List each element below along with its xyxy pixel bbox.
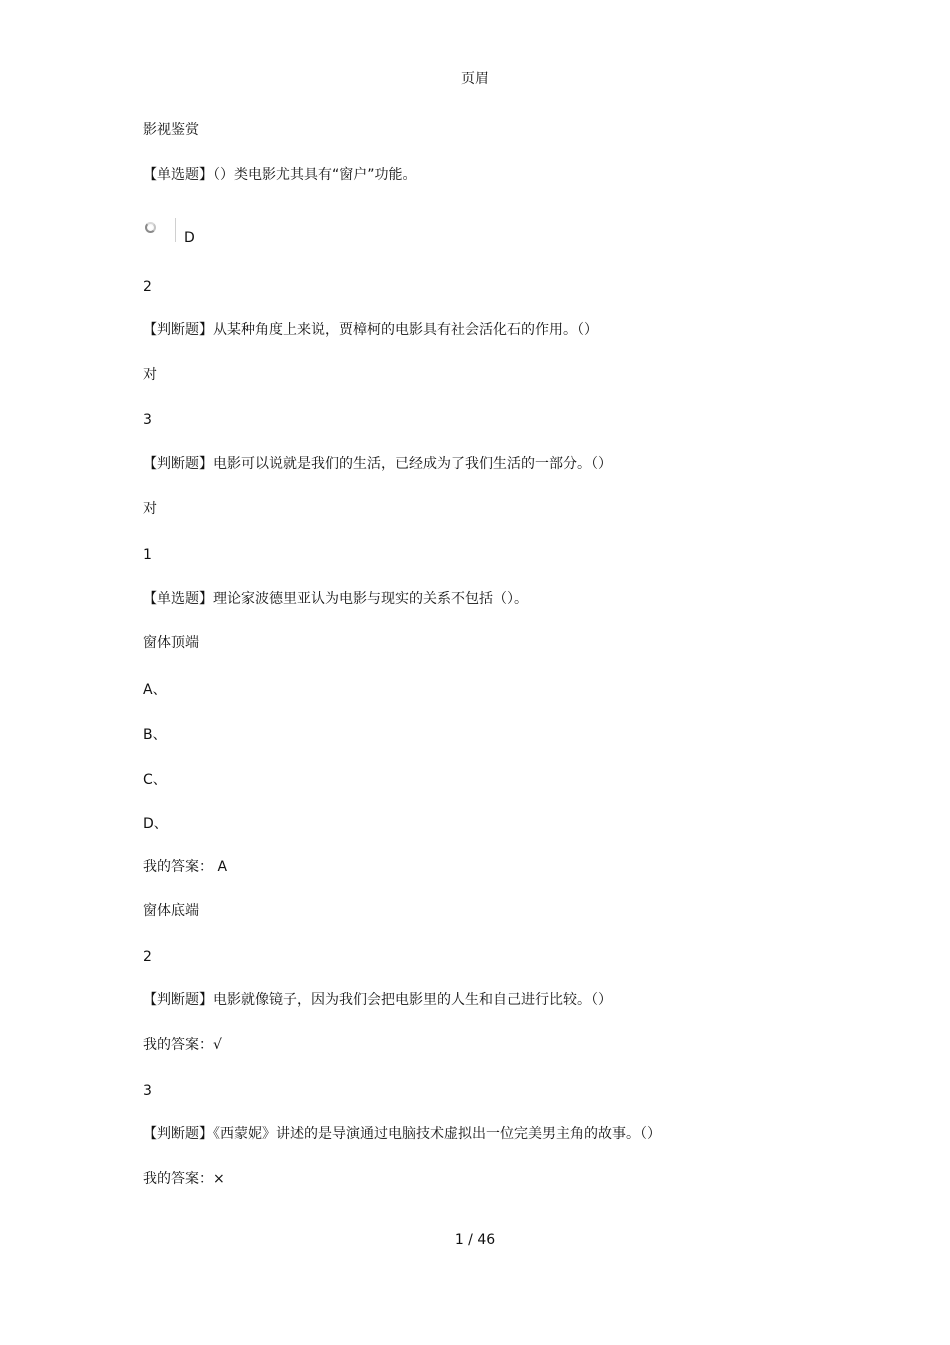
document-title: 影视鉴赏 [143,122,199,138]
option-b[interactable]: B、 [143,727,167,743]
question-3-answer: 对 [143,501,157,517]
question-number: 2 [143,279,152,295]
option-a[interactable]: A、 [143,682,167,698]
my-answer-3: 我的答案：× [143,1171,225,1187]
question-number: 3 [143,412,152,428]
question-2: 【判断题】从某种角度上来说，贾樟柯的电影具有社会活化石的作用。（） [143,322,598,338]
option-d[interactable]: D、 [143,816,168,832]
page-number: 1 / 46 [454,1232,496,1248]
question-6: 【判断题】《西蒙妮》讲述的是导演通过电脑技术虚拟出一位完美男主角的故事。（） [143,1126,661,1142]
divider [175,218,176,242]
question-3: 【判断题】电影可以说就是我们的生活，已经成为了我们生活的一部分。（） [143,456,612,472]
window-top-label: 窗体顶端 [143,635,199,651]
question-1-answer: D [184,230,195,246]
question-number: 3 [143,1083,152,1099]
page-header: 页眉 [461,71,489,87]
option-c[interactable]: C、 [143,772,167,788]
my-answer-1: 我的答案： A [143,859,228,875]
question-number: 2 [143,949,152,965]
question-5: 【判断题】电影就像镜子，因为我们会把电影里的人生和自己进行比较。（） [143,992,612,1008]
radio-button-icon[interactable] [145,222,156,233]
my-answer-2: 我的答案：√ [143,1037,222,1053]
question-number: 1 [143,547,152,563]
answer-option[interactable] [143,218,176,242]
question-1: 【单选题】（）类电影尤其具有“窗户”功能。 [143,167,417,183]
question-4: 【单选题】理论家波德里亚认为电影与现实的关系不包括（）。 [143,591,528,607]
question-2-answer: 对 [143,367,157,383]
window-bottom-label: 窗体底端 [143,903,199,919]
